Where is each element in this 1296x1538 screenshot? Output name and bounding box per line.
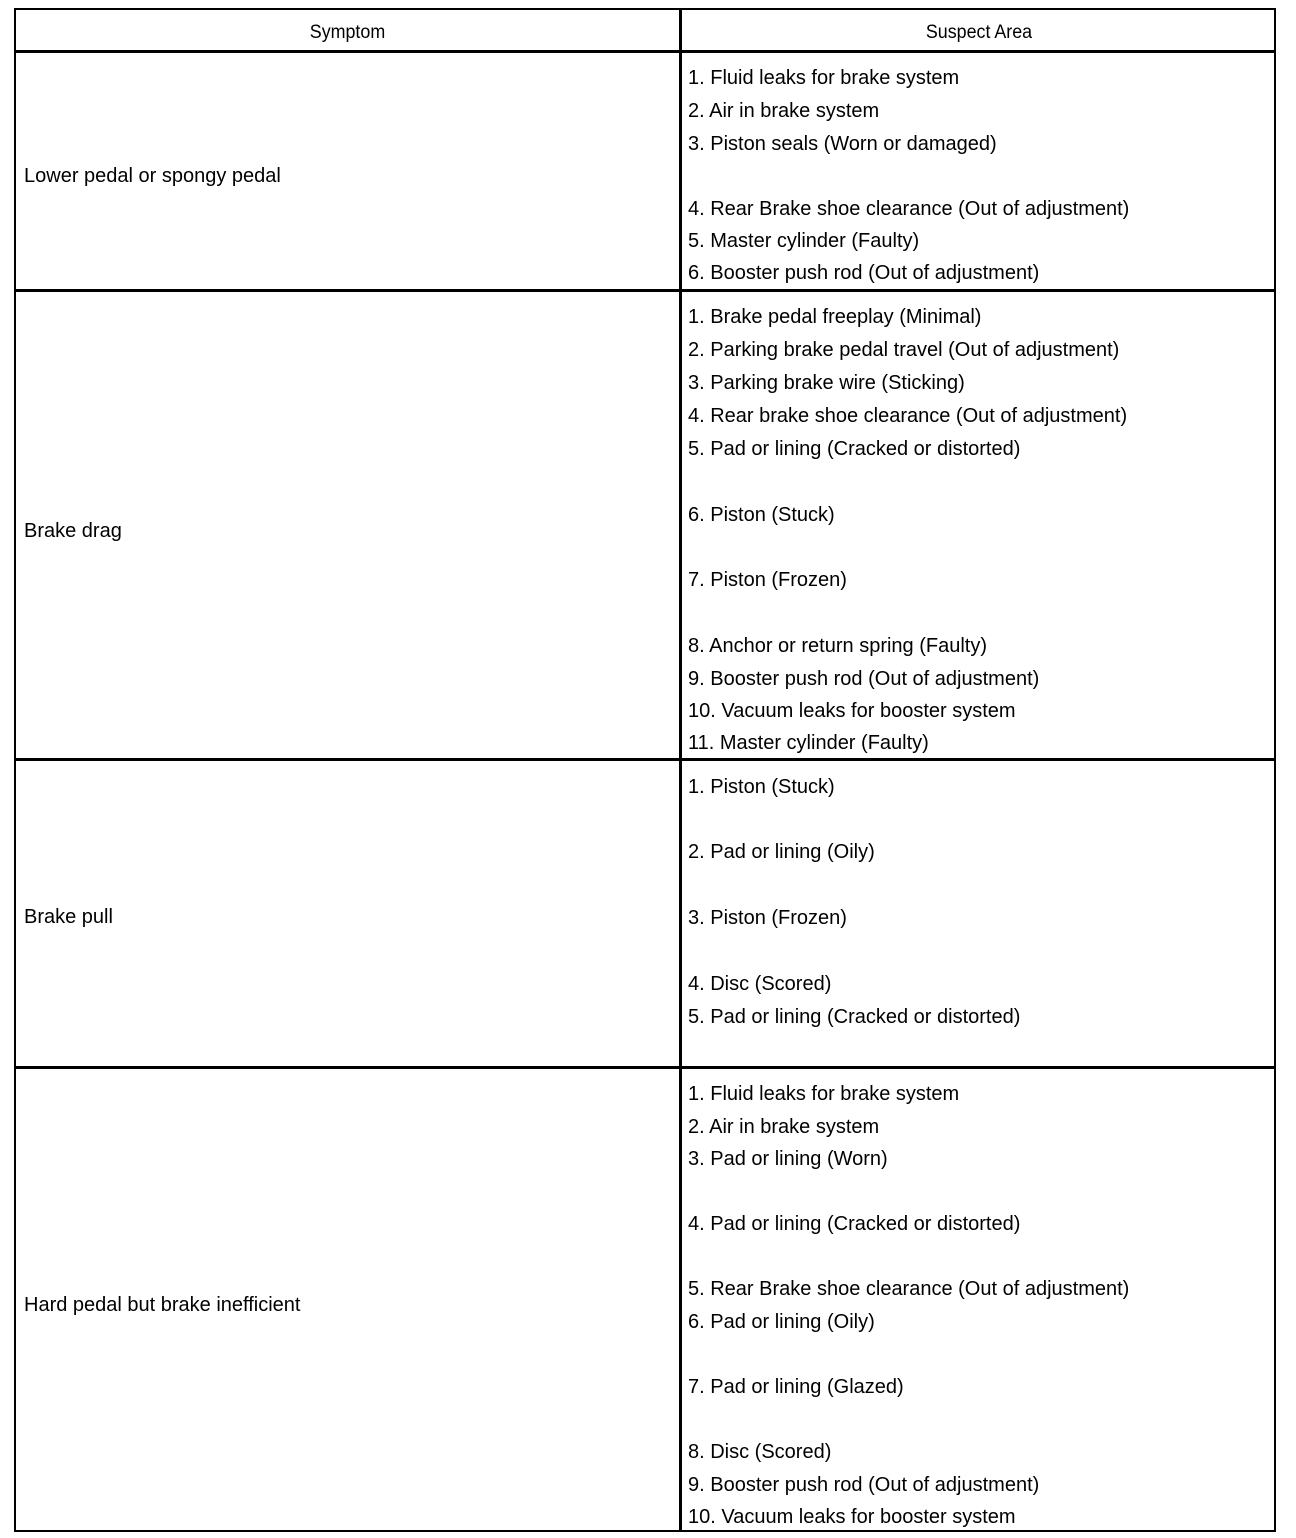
suspect-item: 4. Rear brake shoe clearance (Out of adjustment) bbox=[688, 405, 1128, 427]
header-divider bbox=[16, 50, 1274, 53]
suspect-item: 1. Fluid leaks for brake system bbox=[688, 1083, 960, 1105]
symptom-cell: Lower pedal or spongy pedal bbox=[24, 165, 281, 187]
header-suspect-area: Suspect Area bbox=[925, 22, 1033, 43]
suspect-item: 1. Piston (Stuck) bbox=[688, 776, 835, 798]
suspect-item: 8. Disc (Scored) bbox=[688, 1441, 832, 1463]
suspect-item: 6. Piston (Stuck) bbox=[688, 504, 835, 526]
suspect-item: 2. Air in brake system bbox=[688, 100, 880, 122]
suspect-item: 5. Pad or lining (Cracked or distorted) bbox=[688, 438, 1021, 460]
row-divider bbox=[16, 289, 1274, 292]
column-divider bbox=[679, 10, 682, 1530]
symptom-cell: Hard pedal but brake inefficient bbox=[24, 1294, 301, 1316]
suspect-item: 3. Piston seals (Worn or damaged) bbox=[688, 133, 997, 155]
suspect-item: 11. Master cylinder (Faulty) bbox=[688, 732, 929, 754]
suspect-item: 1. Fluid leaks for brake system bbox=[688, 67, 960, 89]
suspect-item: 7. Piston (Frozen) bbox=[688, 569, 847, 591]
header-symptom: Symptom bbox=[309, 22, 386, 43]
suspect-item: 5. Master cylinder (Faulty) bbox=[688, 230, 920, 252]
suspect-item: 8. Anchor or return spring (Faulty) bbox=[688, 635, 988, 657]
row-divider bbox=[16, 1066, 1274, 1069]
symptom-cell: Brake pull bbox=[24, 906, 113, 928]
suspect-item: 2. Air in brake system bbox=[688, 1116, 880, 1138]
suspect-item: 5. Pad or lining (Cracked or distorted) bbox=[688, 1006, 1021, 1028]
suspect-item: 3. Piston (Frozen) bbox=[688, 907, 847, 929]
suspect-item: 6. Pad or lining (Oily) bbox=[688, 1311, 875, 1333]
suspect-item: 3. Pad or lining (Worn) bbox=[688, 1148, 888, 1170]
suspect-item: 10. Vacuum leaks for booster system bbox=[688, 700, 1016, 722]
suspect-item: 9. Booster push rod (Out of adjustment) bbox=[688, 668, 1040, 690]
diagnosis-table bbox=[14, 8, 1276, 1532]
suspect-item: 2. Parking brake pedal travel (Out of adjustment) bbox=[688, 339, 1120, 361]
row-divider bbox=[16, 758, 1274, 761]
symptom-cell: Brake drag bbox=[24, 520, 122, 542]
suspect-item: 1. Brake pedal freeplay (Minimal) bbox=[688, 306, 982, 328]
suspect-item: 5. Rear Brake shoe clearance (Out of adjustment) bbox=[688, 1278, 1130, 1300]
suspect-item: 7. Pad or lining (Glazed) bbox=[688, 1376, 904, 1398]
suspect-item: 2. Pad or lining (Oily) bbox=[688, 841, 875, 863]
suspect-item: 6. Booster push rod (Out of adjustment) bbox=[688, 262, 1040, 284]
suspect-item: 4. Rear Brake shoe clearance (Out of adjustment) bbox=[688, 198, 1130, 220]
suspect-item: 4. Disc (Scored) bbox=[688, 973, 832, 995]
suspect-item: 4. Pad or lining (Cracked or distorted) bbox=[688, 1213, 1021, 1235]
suspect-item: 3. Parking brake wire (Sticking) bbox=[688, 372, 965, 394]
suspect-item: 10. Vacuum leaks for booster system bbox=[688, 1506, 1016, 1528]
suspect-item: 9. Booster push rod (Out of adjustment) bbox=[688, 1474, 1040, 1496]
